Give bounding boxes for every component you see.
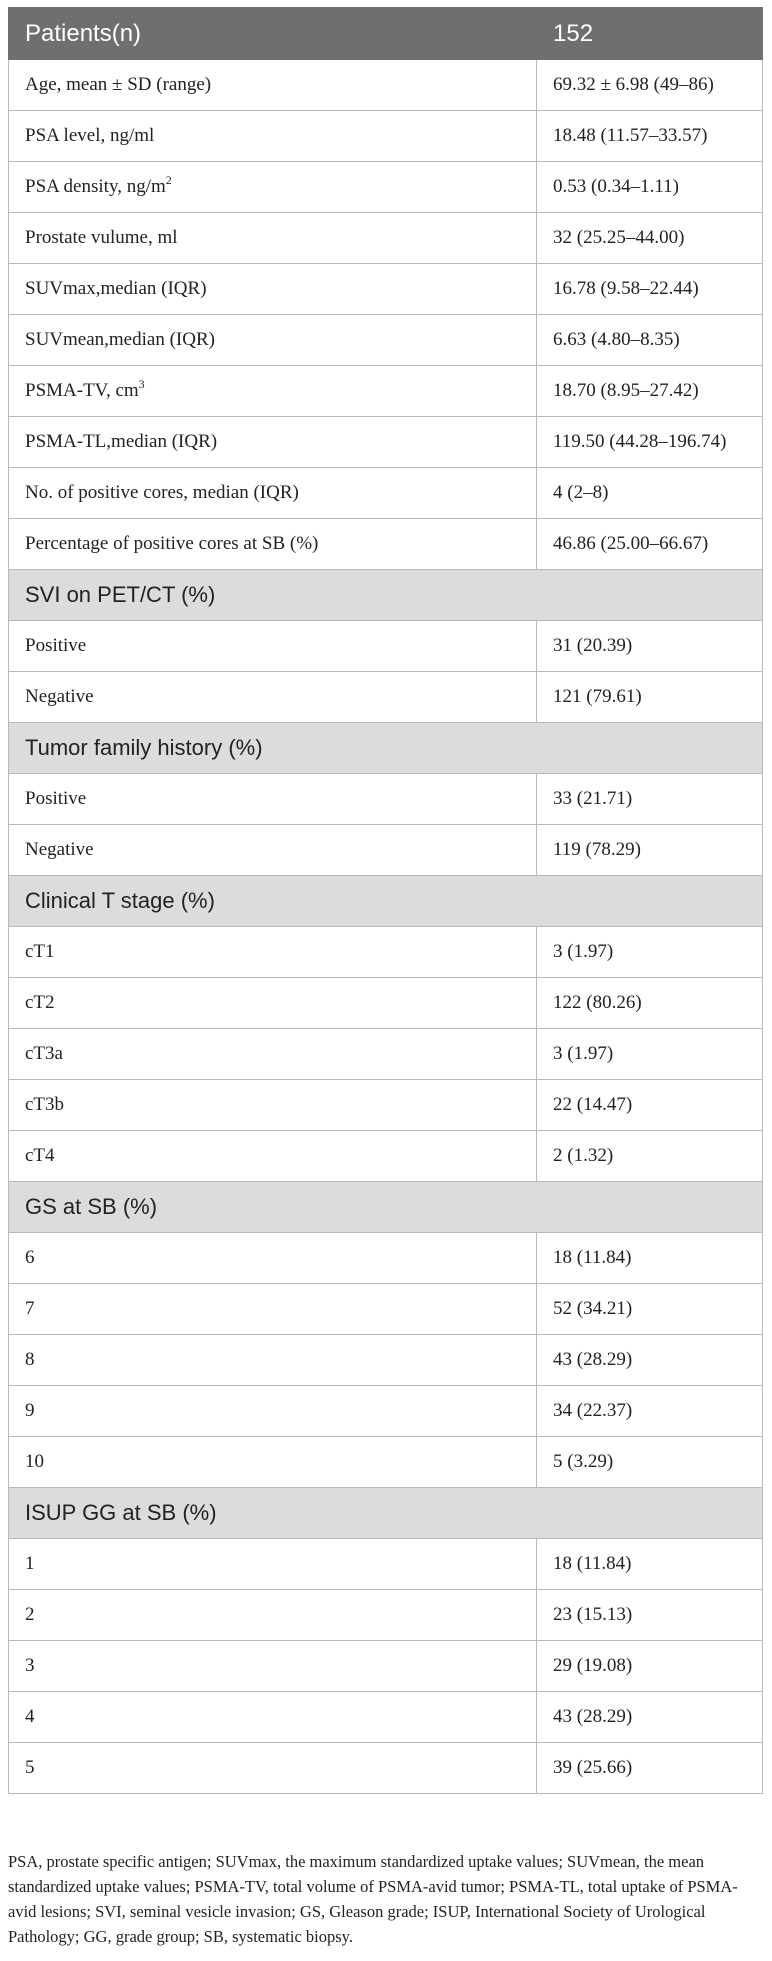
row-label: 4 xyxy=(25,1706,35,1727)
row-value-cell: 5 (3.29) xyxy=(537,1437,763,1488)
table-footnote: PSA, prostate specific antigen; SUVmax, the maximum standardized uptake values; SUVmean, the mean standardized uptake values; PSMA-TV, total volume of PSMA-avid tumor; PSMA-TL, total uptake of PSMA-avid lesions; SVI, seminal vesicle invasion; GS, Gleason grade; ISUP, International Society of Urological Pathology; GG, grade group; SB, systematic biopsy. xyxy=(8,1852,738,1946)
row-label: cT3b xyxy=(25,1094,65,1115)
section-header-row xyxy=(9,876,763,927)
row-label: 9 xyxy=(25,1400,35,1421)
table-row xyxy=(9,978,763,1029)
row-label-cell xyxy=(9,264,537,315)
row-label: Prostate vulume, ml xyxy=(25,227,178,248)
row-label-cell xyxy=(9,927,537,978)
header-label-cell: Patients(n) xyxy=(9,8,537,60)
section-header-row xyxy=(9,570,763,621)
row-label-cell xyxy=(9,1335,537,1386)
row-label: 3 xyxy=(25,1655,35,1676)
row-label: 1 xyxy=(25,1553,35,1574)
row-value-cell: 46.86 (25.00–66.67) xyxy=(537,519,763,570)
row-label-cell xyxy=(9,1284,537,1335)
table-row xyxy=(9,927,763,978)
table-row xyxy=(9,60,763,111)
table-row xyxy=(9,213,763,264)
row-label: SUVmax,median (IQR) xyxy=(25,278,207,299)
row-label-cell xyxy=(9,1590,537,1641)
header-row xyxy=(9,8,763,60)
header-value-cell: 152 xyxy=(537,8,763,60)
table-row xyxy=(9,162,763,213)
row-label-cell xyxy=(9,1131,537,1182)
section-title: SVI on PET/CT (%) xyxy=(9,570,763,621)
table-row xyxy=(9,519,763,570)
section-header-row xyxy=(9,723,763,774)
row-label-cell xyxy=(9,825,537,876)
row-value-cell: 18 (11.84) xyxy=(537,1539,763,1590)
section-header-row xyxy=(9,1488,763,1539)
row-value-cell: 39 (25.66) xyxy=(537,1743,763,1794)
row-value-cell: 16.78 (9.58–22.44) xyxy=(537,264,763,315)
row-label-superscript: 2 xyxy=(165,173,172,187)
row-value-cell: 119.50 (44.28–196.74) xyxy=(537,417,763,468)
table-row xyxy=(9,111,763,162)
row-value-cell: 43 (28.29) xyxy=(537,1335,763,1386)
row-label-cell xyxy=(9,468,537,519)
row-label-cell xyxy=(9,60,537,111)
section-title: Clinical T stage (%) xyxy=(9,876,763,927)
row-label: 10 xyxy=(25,1451,44,1472)
row-value-cell: 43 (28.29) xyxy=(537,1692,763,1743)
row-label: 7 xyxy=(25,1298,35,1319)
row-label: Percentage of positive cores at SB (%) xyxy=(25,533,319,554)
row-label-cell xyxy=(9,111,537,162)
row-label-cell xyxy=(9,774,537,825)
row-label-cell xyxy=(9,366,537,417)
table-row xyxy=(9,1539,763,1590)
table-row xyxy=(9,1743,763,1794)
section-title: ISUP GG at SB (%) xyxy=(9,1488,763,1539)
row-label-cell xyxy=(9,1233,537,1284)
row-value-cell: 29 (19.08) xyxy=(537,1641,763,1692)
table-row xyxy=(9,621,763,672)
row-label: cT4 xyxy=(25,1145,55,1166)
table-row xyxy=(9,825,763,876)
row-label: No. of positive cores, median (IQR) xyxy=(25,482,299,503)
row-value-cell: 122 (80.26) xyxy=(537,978,763,1029)
table-header xyxy=(9,8,763,60)
row-label: cT2 xyxy=(25,992,55,1013)
row-value-cell: 18 (11.84) xyxy=(537,1233,763,1284)
row-label-cell xyxy=(9,417,537,468)
table-row xyxy=(9,366,763,417)
table-row xyxy=(9,1131,763,1182)
row-value-cell: 34 (22.37) xyxy=(537,1386,763,1437)
row-label: PSMA-TL,median (IQR) xyxy=(25,431,218,452)
row-label-cell xyxy=(9,1080,537,1131)
patient-characteristics-table xyxy=(8,7,763,1794)
row-label-cell xyxy=(9,315,537,366)
table-row xyxy=(9,417,763,468)
section-title: GS at SB (%) xyxy=(9,1182,763,1233)
row-label: cT3a xyxy=(25,1043,63,1064)
row-value-cell: 23 (15.13) xyxy=(537,1590,763,1641)
table-row xyxy=(9,468,763,519)
row-value-cell: 3 (1.97) xyxy=(537,1029,763,1080)
row-value-cell: 4 (2–8) xyxy=(537,468,763,519)
table-row xyxy=(9,1590,763,1641)
row-value-cell: 33 (21.71) xyxy=(537,774,763,825)
row-value-cell: 6.63 (4.80–8.35) xyxy=(537,315,763,366)
table-row xyxy=(9,1080,763,1131)
row-label: Age, mean ± SD (range) xyxy=(25,74,212,95)
table-row xyxy=(9,1284,763,1335)
row-label-cell xyxy=(9,672,537,723)
row-value-cell: 18.48 (11.57–33.57) xyxy=(537,111,763,162)
row-label: 6 xyxy=(25,1247,35,1268)
row-value-cell: 69.32 ± 6.98 (49–86) xyxy=(537,60,763,111)
row-label-cell xyxy=(9,213,537,264)
row-label: Positive xyxy=(25,788,87,809)
section-header-row xyxy=(9,1182,763,1233)
row-label: 8 xyxy=(25,1349,35,1370)
row-label-cell xyxy=(9,1029,537,1080)
row-value-cell: 0.53 (0.34–1.11) xyxy=(537,162,763,213)
row-value-cell: 32 (25.25–44.00) xyxy=(537,213,763,264)
row-label-cell xyxy=(9,1437,537,1488)
row-label-superscript: 3 xyxy=(138,377,145,391)
table-row xyxy=(9,1641,763,1692)
table-row xyxy=(9,1233,763,1284)
row-label-cell xyxy=(9,1743,537,1794)
row-label: PSMA-TV, cm xyxy=(25,380,139,401)
row-label: PSA level, ng/ml xyxy=(25,125,155,146)
row-label-cell xyxy=(9,162,537,213)
row-label: cT1 xyxy=(25,941,55,962)
row-value-cell: 52 (34.21) xyxy=(537,1284,763,1335)
table-row xyxy=(9,264,763,315)
table-row xyxy=(9,1437,763,1488)
row-label: Positive xyxy=(25,635,87,656)
section-title: Tumor family history (%) xyxy=(9,723,763,774)
row-value-cell: 2 (1.32) xyxy=(537,1131,763,1182)
table-row xyxy=(9,315,763,366)
row-value-cell: 121 (79.61) xyxy=(537,672,763,723)
row-label-cell xyxy=(9,621,537,672)
table-body xyxy=(9,60,763,1794)
row-label: 5 xyxy=(25,1757,35,1778)
row-label-cell xyxy=(9,1692,537,1743)
table-row xyxy=(9,1335,763,1386)
row-label-cell xyxy=(9,978,537,1029)
row-label: Negative xyxy=(25,686,94,707)
row-label: Negative xyxy=(25,839,94,860)
row-label: 2 xyxy=(25,1604,35,1625)
table-row xyxy=(9,672,763,723)
row-label: SUVmean,median (IQR) xyxy=(25,329,215,350)
row-value-cell: 18.70 (8.95–27.42) xyxy=(537,366,763,417)
row-label-cell xyxy=(9,519,537,570)
row-label-cell xyxy=(9,1539,537,1590)
row-value-cell: 3 (1.97) xyxy=(537,927,763,978)
table-row xyxy=(9,1386,763,1437)
row-label-cell xyxy=(9,1386,537,1437)
row-value-cell: 119 (78.29) xyxy=(537,825,763,876)
row-value-cell: 22 (14.47) xyxy=(537,1080,763,1131)
row-label: PSA density, ng/m xyxy=(25,176,166,197)
table-row xyxy=(9,1029,763,1080)
row-value-cell: 31 (20.39) xyxy=(537,621,763,672)
patient-characteristics-table-container xyxy=(8,7,762,1794)
row-label-cell xyxy=(9,1641,537,1692)
table-row xyxy=(9,774,763,825)
table-row xyxy=(9,1692,763,1743)
